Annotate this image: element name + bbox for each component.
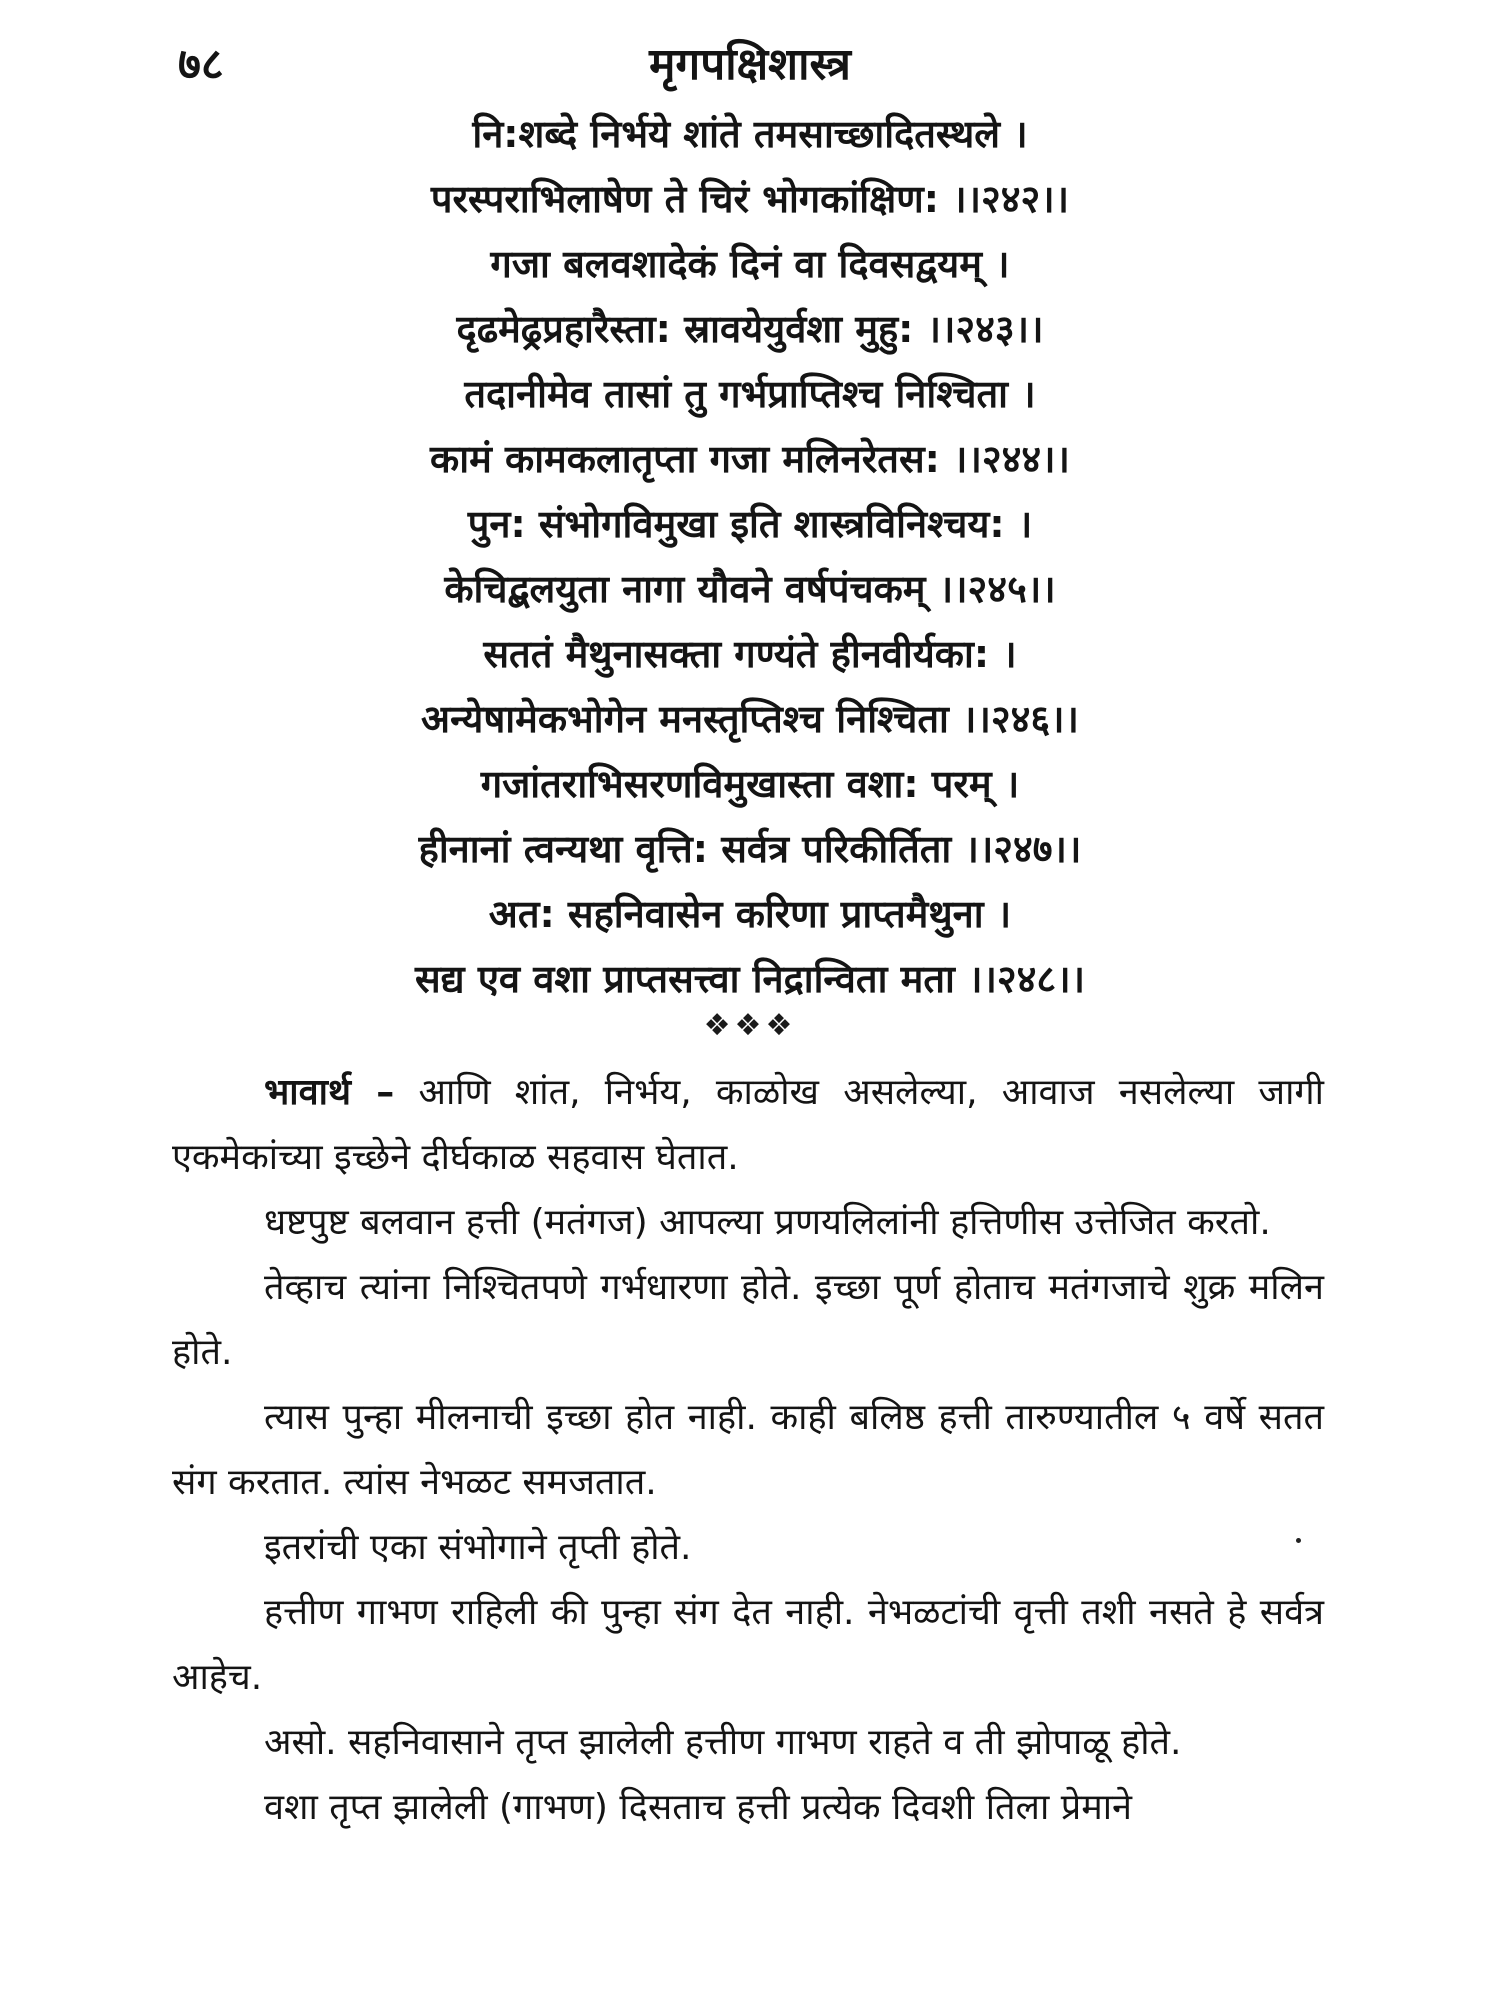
sanskrit-verses [0,102,1500,1012]
verse-line: हीनानां त्वन्यथा वृत्ति: सर्वत्र परिकीर्तिता ।।२४७।। [418,827,1082,871]
ornament-divider: ❖❖❖ [703,1008,797,1043]
verse-line: केचिद्बलयुता नागा यौवने वर्षपंचकम् ।।२४५।। [444,567,1056,611]
commentary-paragraph: त्यास पुन्हा मीलनाची इच्छा होत नाही. काही बलिष्ठ हत्ती तारुण्यातील ५ वर्षे सतत संग करतात. त्यांस नेभळट समजतात. [172,1397,1324,1503]
verse-line: परस्पराभिलाषेण ते चिरं भोगकांक्षिण: ।।२४२।। [430,177,1070,221]
commentary-paragraph: वशा तृप्त झालेली (गाभण) दिसताच हत्ती प्रत्येक दिवशी तिला प्रेमाने [264,1787,1133,1828]
commentary-paragraph [172,1060,1324,1190]
commentary-lead-word: भावार्थ – [264,1072,395,1113]
verse-line: कामं कामकलातृप्ता गजा मलिनरेतस: ।।२४४।। [430,437,1070,481]
running-title: मृगपक्षिशास्त्र [649,39,851,90]
commentary-paragraph: हत्तीण गाभण राहिली की पुन्हा संग देत नाही. नेभळटांची वृत्ती तशी नसते हे सर्वत्र आहेच. [172,1592,1324,1698]
verse-line: दृढमेढ्रप्रहारैस्ता: स्रावयेयुर्वशा मुहु: ।।२४३।। [456,307,1044,351]
verse-line: सततं मैथुनासक्ता गण्यंते हीनवीर्यका: । [483,632,1017,676]
print-speck [1296,1538,1301,1543]
verse-line: सद्य एव वशा प्राप्तसत्त्वा निद्रान्विता मता ।।२४८।। [414,957,1085,1001]
verse-line: तदानीमेव तासां तु गर्भप्राप्तिश्च निश्चिता । [464,372,1036,416]
verse-line: गजा बलवशादेकं दिनं वा दिवसद्वयम् । [490,242,1010,286]
verse-line: नि:शब्दे निर्भये शांते तमसाच्छादितस्थले । [472,112,1028,156]
page-header [0,18,1500,98]
marathi-commentary [172,1060,1324,1840]
commentary-text: आणि शांत, निर्भय, काळोख असलेल्या, आवाज नसलेल्या जागी एकमेकांच्या इच्छेने दीर्घकाळ सहवास घेतात. [172,1072,1324,1178]
verse-line: अत: सहनिवासेन करिणा प्राप्तमैथुना । [488,892,1012,936]
commentary-paragraph: धष्टपुष्ट बलवान हत्ती (मतंगज) आपल्या प्रणयलिलांनी हत्तिणीस उत्तेजित करतो. [264,1202,1271,1243]
commentary-paragraph: असो. सहनिवासाने तृप्त झालेली हत्तीण गाभण राहते व ती झोपाळू होते. [264,1722,1182,1763]
commentary-paragraph: तेव्हाच त्यांना निश्चितपणे गर्भधारणा होते. इच्छा पूर्ण होताच मतंगजाचे शुक्र मलिन होते. [172,1267,1324,1373]
verse-line: अन्येषामेकभोगेन मनस्तृप्तिश्च निश्चिता ।।२४६।। [421,697,1079,741]
verse-line: पुन: संभोगविमुखा इति शास्त्रविनिश्चय: । [467,502,1033,546]
commentary-paragraph: इतरांची एका संभोगाने तृप्ती होते. [264,1527,692,1568]
verse-line: गजांतराभिसरणविमुखास्ता वशा: परम् । [480,762,1020,806]
page-number: ७८ [178,39,224,90]
